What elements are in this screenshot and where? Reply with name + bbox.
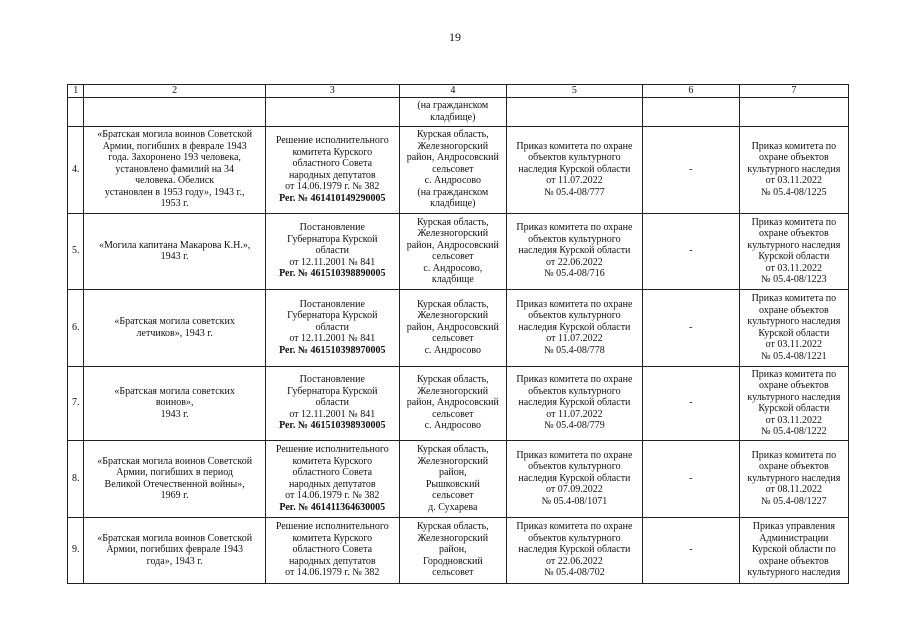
empty-cell [265, 97, 399, 126]
row-number-cell: 6. [68, 289, 84, 366]
cell-line: Железногорский [417, 228, 489, 239]
registration-number: Рег. № 461410149290005 [279, 192, 386, 204]
order-col7-cell [739, 126, 848, 213]
cell-line: с. Андросово [424, 420, 482, 432]
cell-line: № 05.4-08/716 [544, 268, 605, 280]
cell-line: Железногорский [417, 140, 489, 152]
cell-line: «Братская могила воинов Советской [97, 455, 253, 467]
cell-line: объектов культурного [528, 385, 621, 397]
empty-cell [68, 97, 84, 126]
cell-line: воинов», [155, 397, 194, 409]
monument-name-cell [84, 126, 265, 213]
cell-line: летчиков», 1943 г. [136, 327, 213, 339]
column-header: 3 [265, 85, 399, 98]
cell-line: (на гражданском [417, 186, 489, 198]
cell-line: Приказ комитета по [751, 368, 837, 380]
order-cell [506, 366, 642, 440]
cell-line: «Братская могила воинов Советской [97, 532, 253, 544]
cell-line: «Братская могила советских [114, 385, 235, 397]
cell-line: установлено фамилий на 34 [115, 163, 234, 175]
cell-line: Губернатора Курской [287, 310, 378, 322]
cell-line: район, Андросовский [406, 152, 499, 164]
decision-cell [265, 213, 399, 289]
cell-line: Постановление [299, 298, 365, 310]
cell-line: Курской области по [751, 544, 836, 556]
cell-line: 1969 г. [160, 490, 189, 501]
cell-line: от 11.07.2022 [546, 408, 603, 420]
column-header: 6 [642, 85, 739, 98]
cell-line: сельсовет [432, 163, 474, 175]
cell-line: сельсовет [432, 251, 474, 262]
cell-line: Армии, погибших феврале 1943 [106, 544, 243, 556]
empty-cell [642, 97, 739, 126]
cell-line: район, Андросовский [406, 239, 499, 251]
cell-line: д. Сухарева [428, 501, 478, 513]
monument-name-cell [84, 289, 265, 366]
column-header: 4 [399, 85, 506, 98]
cell-line: от 22.06.2022 [546, 555, 603, 567]
cell-line: наследия Курской области [518, 321, 631, 333]
order-cell [506, 289, 642, 366]
cell-line: комитета Курского [292, 146, 373, 158]
cell-line: Приказ управления [752, 521, 835, 533]
cell-line: Решение исполнительного [275, 135, 389, 146]
cell-line: от 14.06.1979 г. № 382 [285, 490, 380, 501]
cell-line: Приказ комитета по охране [516, 298, 633, 310]
row-number-cell: 5. [68, 213, 84, 289]
order-cell [506, 213, 642, 289]
cell-line: Курской области [758, 403, 830, 414]
column-header: 5 [506, 85, 642, 98]
location-cell [399, 97, 506, 126]
cell-line: № 05.4-08/1223 [761, 274, 827, 285]
row-number-cell: 9. [68, 517, 84, 583]
cell-line: наследия Курской области [518, 245, 631, 257]
cell-line: Приказ комитета по охране [516, 222, 633, 234]
cell-line: областного Совета [292, 467, 373, 478]
registration-number: Рег. № 461411364630005 [279, 501, 386, 513]
cell-line: (на гражданском [417, 100, 489, 111]
cell-line: Постановление [299, 222, 365, 234]
cell-line: Железногорский [417, 532, 489, 544]
registration-number: Рег. № 461510398890005 [279, 268, 386, 280]
monument-name-cell [84, 366, 265, 440]
cell-line: области [315, 321, 349, 333]
cell-line: № 05.4-08/1227 [761, 495, 827, 507]
cell-line: Приказ комитета по охране [516, 521, 633, 533]
cell-line: областного Совета [292, 158, 373, 169]
location-cell [399, 440, 506, 517]
cell-line: Великой Отечественной войны», [104, 478, 245, 490]
cell-line: объектов культурного [528, 233, 621, 245]
cell-line: Администрации [759, 532, 829, 544]
order-cell [506, 126, 642, 213]
cell-line: Армии, погибших в феврале 1943 [102, 140, 247, 152]
cell-line: Курская область, [416, 444, 489, 455]
cell-line: объектов культурного [528, 532, 621, 544]
cell-line: человека. Обелиск [135, 175, 215, 187]
order-col7-cell [739, 517, 848, 583]
cell-line: от 12.11.2001 № 841 [289, 256, 376, 268]
location-cell [399, 517, 506, 583]
cell-line: комитета Курского [292, 532, 373, 544]
cell-line: установлен в 1953 году», 1943 г., [104, 186, 245, 198]
cell-line: наследия Курской области [518, 163, 631, 175]
cell-line: № 05.4-08/1225 [761, 186, 827, 198]
cell-line: года», 1943 г. [146, 555, 203, 567]
cell-line: «Братская могила воинов Советской [97, 129, 253, 141]
cell-line: Постановление [299, 374, 365, 386]
decision-cell [265, 126, 399, 213]
cell-line: № 05.4-08/777 [544, 186, 605, 198]
cell-line: народных депутатов [288, 555, 376, 567]
cell-line: Курская область, [416, 374, 489, 386]
cell-line: сельсовет [432, 490, 474, 501]
cell-line: от 14.06.1979 г. № 382 [285, 181, 380, 192]
cell-line: 1953 г. [160, 198, 189, 210]
table-row [68, 440, 849, 517]
cell-line: от 22.06.2022 [546, 256, 603, 268]
location-cell [399, 126, 506, 213]
cell-line: кладбище) [430, 111, 476, 123]
row-number-cell: 4. [68, 126, 84, 213]
cell-line: охране объектов [759, 304, 829, 316]
cell-line: Приказ комитета по охране [516, 374, 633, 386]
cell-line: от 11.07.2022 [546, 175, 603, 187]
cell-line: наследия Курской области [518, 472, 631, 484]
cell-line: области [315, 397, 349, 409]
monuments-table [67, 84, 849, 584]
cell-line: охране объектов [759, 461, 829, 473]
cell-line: охране объектов [759, 555, 829, 567]
registration-number: Рег. № 461510398970005 [279, 344, 386, 356]
cell-line: от 12.11.2001 № 841 [289, 408, 376, 420]
cell-line: Курская область, [416, 129, 489, 141]
cell-line: народных депутатов [288, 478, 376, 490]
decision-cell [265, 440, 399, 517]
row-number-cell: 7. [68, 366, 84, 440]
location-cell [399, 366, 506, 440]
column6-cell: - [642, 126, 739, 213]
cell-line: от 03.11.2022 [765, 175, 823, 187]
cell-line: № 05.4-08/1221 [761, 350, 827, 362]
monument-name-cell [84, 440, 265, 517]
cell-line: Приказ комитета по [751, 216, 837, 228]
cell-line: № 05.4-08/779 [544, 420, 605, 432]
cell-line: Городновский [422, 555, 483, 567]
location-cell [399, 289, 506, 366]
column6-cell: - [642, 366, 739, 440]
cell-line: сельсовет [432, 567, 474, 579]
cell-line: № 05.4-08/702 [544, 567, 605, 579]
cell-line: объектов культурного [528, 152, 621, 164]
empty-cell [739, 97, 848, 126]
cell-line: 1943 г. [160, 251, 189, 262]
order-col7-cell [739, 213, 848, 289]
cell-line: с. Андросово [424, 175, 482, 187]
cell-line: культурного наследия [747, 163, 841, 175]
cell-line: от 08.11.2022 [765, 484, 823, 496]
column-number-row [68, 85, 849, 98]
location-cell [399, 213, 506, 289]
cell-line: Курская область, [416, 521, 489, 533]
cell-line: области [315, 245, 349, 257]
cell-line: от 14.06.1979 г. № 382 [285, 567, 380, 579]
cell-line: Рышковский [425, 478, 480, 490]
page-number: 19 [449, 30, 461, 44]
cell-line: Курская область, [416, 216, 489, 228]
cell-line: 1943 г. [160, 408, 189, 420]
empty-cell [84, 97, 265, 126]
cell-line: № 05.4-08/1222 [761, 426, 827, 437]
cell-line: Железногорский [417, 310, 489, 322]
cell-line: Курской области [758, 327, 830, 339]
cell-line: комитета Курского [292, 455, 373, 467]
cell-line: сельсовет [432, 408, 474, 420]
cell-line: № 05.4-08/1071 [541, 495, 608, 507]
cell-line: от 03.11.2022 [765, 339, 823, 350]
cell-line: Решение исполнительного [275, 521, 389, 533]
cell-line: Приказ комитета по охране [516, 140, 633, 152]
cell-line: объектов культурного [528, 461, 621, 473]
cell-line: Приказ комитета по [751, 449, 837, 461]
cell-line: от 11.07.2022 [546, 333, 603, 345]
cell-line: охране объектов [759, 380, 829, 391]
cell-line: культурного наследия [747, 567, 841, 579]
cell-line: Губернатора Курской [287, 385, 378, 397]
registration-number: Рег. № 461510398930005 [279, 420, 386, 432]
cell-line: культурного наследия [747, 391, 841, 403]
decision-cell [265, 366, 399, 440]
cell-line: охране объектов [759, 228, 829, 239]
decision-cell [265, 289, 399, 366]
cell-line: район, Андросовский [406, 321, 499, 333]
decision-cell [265, 517, 399, 583]
column6-cell: - [642, 517, 739, 583]
order-col7-cell [739, 289, 848, 366]
cell-line: «Братская могила советских [114, 316, 235, 327]
cell-line: Приказ комитета по [751, 140, 837, 152]
order-col7-cell [739, 366, 848, 440]
cell-line: кладбище) [430, 198, 476, 210]
monument-name-cell [84, 213, 265, 289]
cell-line: Железногорский [417, 455, 489, 467]
table-row [68, 213, 849, 289]
cell-line: культурного наследия [747, 472, 841, 484]
row-number-cell: 8. [68, 440, 84, 517]
cell-line: от 03.11.2022 [765, 414, 823, 426]
cell-line: Решение исполнительного [275, 444, 389, 455]
cell-line: Железногорский [417, 385, 489, 397]
continuation-row [68, 97, 849, 126]
column6-cell: - [642, 213, 739, 289]
table-row [68, 366, 849, 440]
order-cell [506, 440, 642, 517]
cell-line: район, [438, 467, 467, 478]
cell-line: культурного наследия [747, 316, 841, 327]
cell-line: наследия Курской области [518, 397, 631, 409]
cell-line: объектов культурного [528, 310, 621, 322]
column6-cell: - [642, 289, 739, 366]
cell-line: Курской области [758, 251, 830, 262]
cell-line: Губернатора Курской [287, 233, 378, 245]
column-header: 2 [84, 85, 265, 98]
column6-cell: - [642, 440, 739, 517]
cell-line: сельсовет [432, 333, 474, 345]
cell-line: охране объектов [759, 152, 829, 164]
cell-line: от 03.11.2022 [765, 262, 823, 274]
cell-line: года. Захоронено 193 человека, [108, 152, 241, 164]
table-row [68, 126, 849, 213]
cell-line: «Могила капитана Макарова К.Н.», [98, 239, 251, 251]
table-row [68, 517, 849, 583]
cell-line: от 12.11.2001 № 841 [289, 333, 376, 345]
empty-cell [506, 97, 642, 126]
cell-line: район, Андросовский [406, 397, 499, 409]
order-col7-cell [739, 440, 848, 517]
table-row [68, 289, 849, 366]
cell-line: кладбище [431, 274, 474, 285]
cell-line: с. Андросово, [423, 262, 483, 274]
cell-line: народных депутатов [288, 169, 376, 181]
cell-line: район, [438, 544, 467, 556]
column-header: 7 [739, 85, 848, 98]
order-cell [506, 517, 642, 583]
cell-line: Приказ комитета по охране [516, 449, 633, 461]
cell-line: областного Совета [292, 544, 373, 556]
monument-name-cell [84, 517, 265, 583]
column-header: 1 [68, 85, 84, 98]
cell-line: Приказ комитета по [751, 293, 837, 304]
cell-line: № 05.4-08/778 [544, 344, 605, 356]
cell-line: от 07.09.2022 [546, 484, 603, 496]
cell-line: наследия Курской области [518, 544, 631, 556]
cell-line: с. Андросово [424, 344, 482, 356]
cell-line: Курская область, [416, 298, 489, 310]
cell-line: культурного наследия [747, 239, 841, 251]
cell-line: Армии, погибших в период [116, 467, 233, 478]
